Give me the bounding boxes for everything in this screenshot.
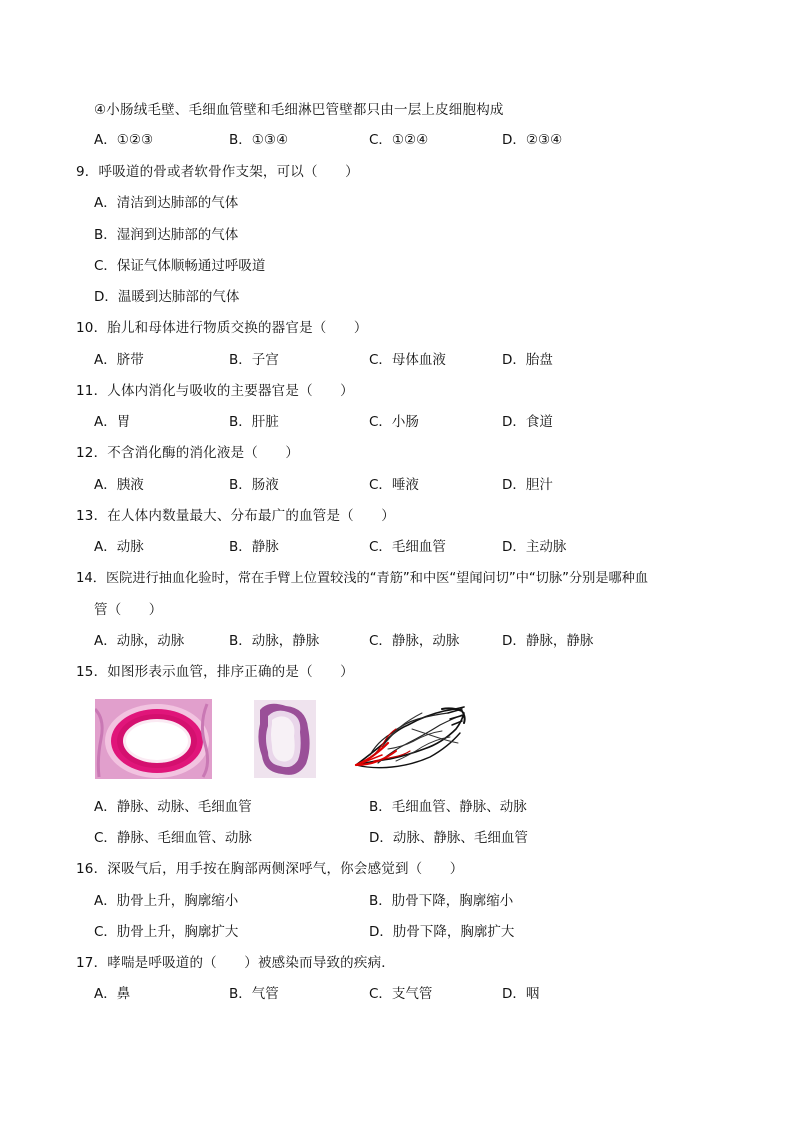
vessel-image-2	[254, 700, 316, 778]
q16-option-c[interactable]: C．肋骨上升，胸廓扩大	[94, 924, 239, 940]
q12-stem: 12．不含消化酶的消化液是（ ）	[76, 445, 300, 461]
q9-stem: 9．呼吸道的骨或者软骨作支架，可以（ ）	[76, 164, 359, 180]
q9-option-b[interactable]: B．湿润到达肺部的气体	[94, 227, 239, 243]
q11-option-d[interactable]: D．食道	[502, 414, 553, 430]
q17-option-b[interactable]: B．气管	[229, 986, 279, 1002]
vessel-image-1	[95, 699, 212, 779]
q10-option-d[interactable]: D．胎盘	[502, 352, 553, 368]
q14-option-d[interactable]: D．静脉，静脉	[502, 633, 594, 649]
q17-stem: 17．哮喘是呼吸道的（ ）被感染而导致的疾病．	[76, 955, 395, 971]
q9-option-d[interactable]: D．温暖到达肺部的气体	[94, 289, 240, 305]
q16-option-d[interactable]: D．肋骨下降，胸廓扩大	[369, 924, 515, 940]
q16-option-b[interactable]: B．肋骨下降，胸廓缩小	[369, 893, 514, 909]
q13-option-a[interactable]: A．动脉	[94, 539, 144, 555]
q15-option-b[interactable]: B．毛细血管、静脉、动脉	[369, 799, 527, 815]
q8-option-b[interactable]: B．①③④	[229, 132, 289, 148]
q11-stem: 11．人体内消化与吸收的主要器官是（ ）	[76, 383, 354, 399]
q14-option-a[interactable]: A．动脉，动脉	[94, 633, 185, 649]
q14-stem-line1: 14．医院进行抽血化验时，常在手臂上位置较浅的“青筋”和中医“望闻问切”中“切脉”分别是哪种血	[76, 571, 649, 586]
q8-statement-4: ④小肠绒毛壁、毛细血管壁和毛细淋巴管壁都只由一层上皮细胞构成	[94, 102, 504, 118]
q12-option-c[interactable]: C．唾液	[369, 477, 419, 493]
q15-option-a[interactable]: A．静脉、动脉、毛细血管	[94, 799, 252, 815]
q15-stem: 15．如图形表示血管，排序正确的是（ ）	[76, 664, 354, 680]
q11-option-a[interactable]: A．胃	[94, 414, 131, 430]
q13-stem: 13．在人体内数量最大、分布最广的血管是（ ）	[76, 508, 395, 524]
q12-option-a[interactable]: A．胰液	[94, 477, 144, 493]
q11-option-b[interactable]: B．肝脏	[229, 414, 279, 430]
q17-option-d[interactable]: D．咽	[502, 986, 540, 1002]
q11-option-c[interactable]: C．小肠	[369, 414, 419, 430]
q13-option-d[interactable]: D．主动脉	[502, 539, 567, 555]
q8-option-c[interactable]: C．①②④	[369, 132, 429, 148]
q10-option-b[interactable]: B．子宫	[229, 352, 279, 368]
q10-option-c[interactable]: C．母体血液	[369, 352, 446, 368]
q12-option-b[interactable]: B．肠液	[229, 477, 279, 493]
q8-option-a[interactable]: A．①②③	[94, 132, 154, 148]
q15-option-c[interactable]: C．静脉、毛细血管、动脉	[94, 830, 252, 846]
q10-stem: 10．胎儿和母体进行物质交换的器官是（ ）	[76, 320, 368, 336]
q13-option-b[interactable]: B．静脉	[229, 539, 279, 555]
q14-option-c[interactable]: C．静脉，动脉	[369, 633, 460, 649]
q17-option-a[interactable]: A．鼻	[94, 986, 131, 1002]
q14-stem-line2: 管（ ）	[94, 602, 163, 618]
q9-option-a[interactable]: A．清洁到达肺部的气体	[94, 195, 239, 211]
q14-option-b[interactable]: B．动脉，静脉	[229, 633, 320, 649]
q16-option-a[interactable]: A．肋骨上升，胸廓缩小	[94, 893, 239, 909]
q10-option-a[interactable]: A．脐带	[94, 352, 144, 368]
q8-option-d[interactable]: D．②③④	[502, 132, 563, 148]
q16-stem: 16．深吸气后，用手按在胸部两侧深呼气，你会感觉到（ ）	[76, 861, 464, 877]
q12-option-d[interactable]: D．胆汁	[502, 477, 553, 493]
q13-option-c[interactable]: C．毛细血管	[369, 539, 446, 555]
vessel-image-3	[352, 703, 467, 779]
q9-option-c[interactable]: C．保证气体顺畅通过呼吸道	[94, 258, 266, 274]
q15-option-d[interactable]: D．动脉、静脉、毛细血管	[369, 830, 528, 846]
q17-option-c[interactable]: C．支气管	[369, 986, 433, 1002]
